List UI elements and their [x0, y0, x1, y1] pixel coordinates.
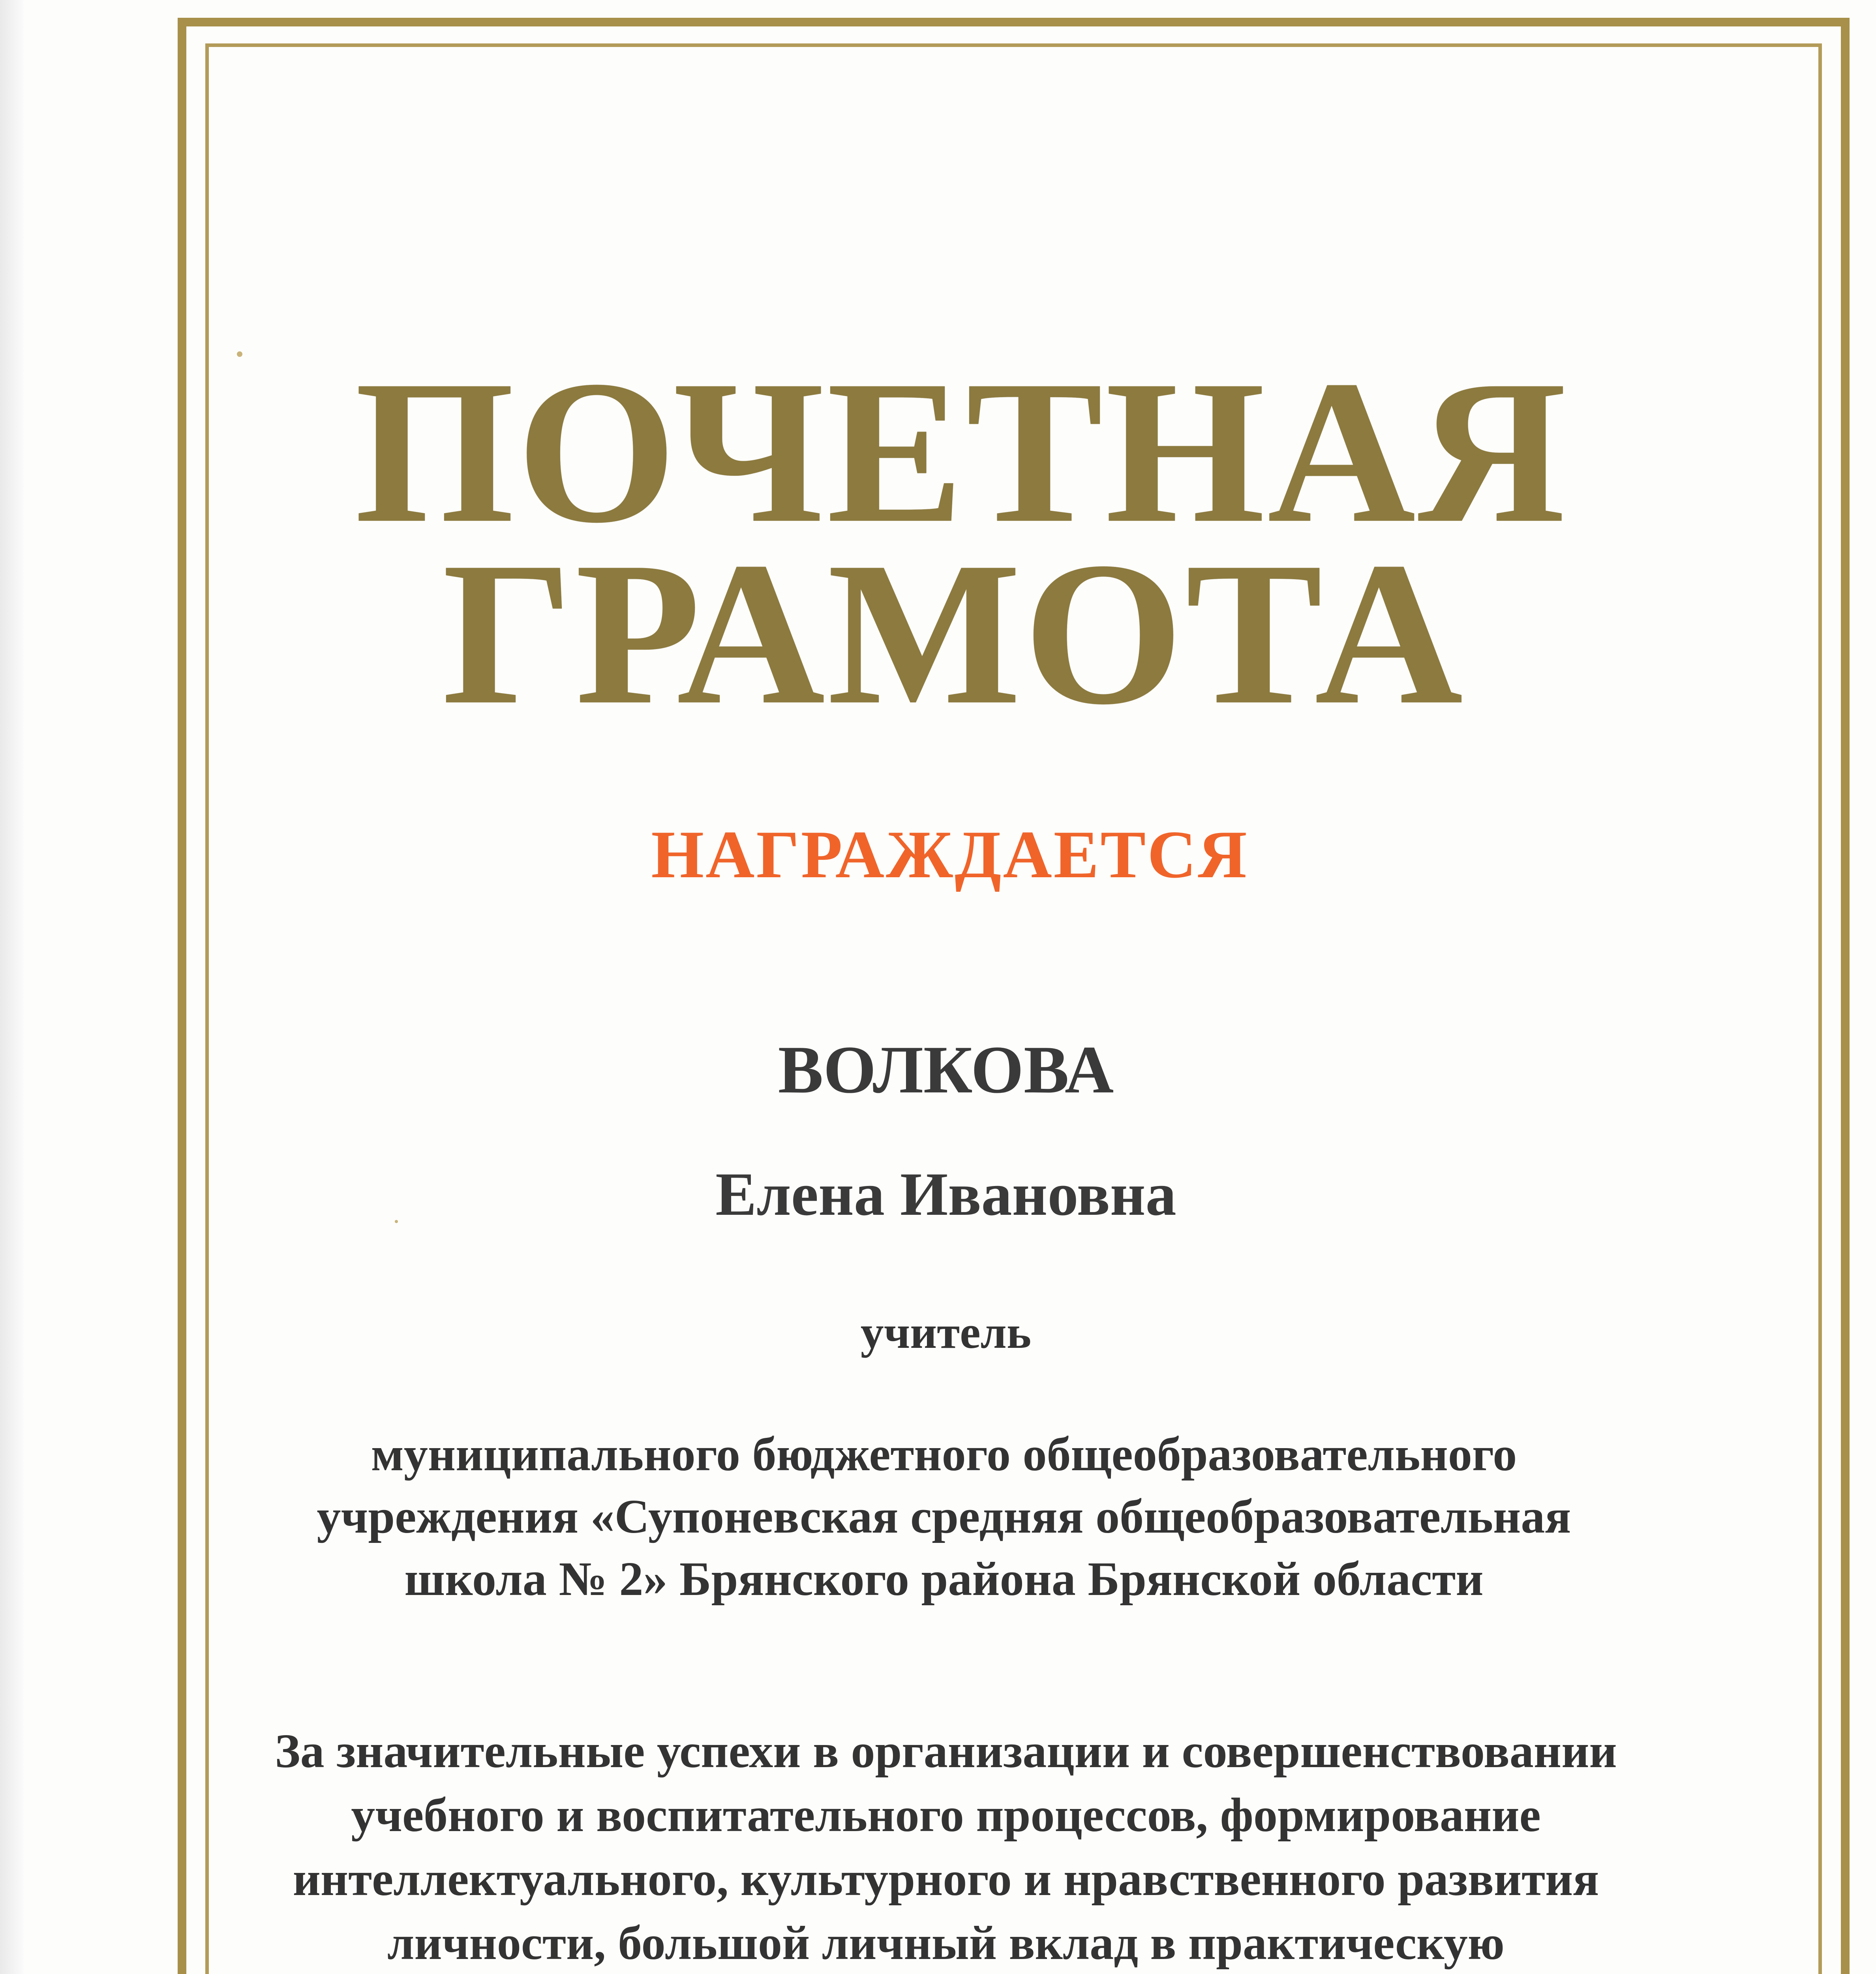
gold-frame-inner [205, 43, 1822, 1974]
scan-shadow-edge [0, 0, 24, 1974]
recipient-given-names: Елена Ивановна [715, 1160, 1176, 1228]
title-line-2: ГРАМОТА [442, 520, 1465, 747]
merit-line: личности, большой личный вклад в практическую [387, 1916, 1505, 1970]
awarded-heading: НАГРАЖДАЕТСЯ [651, 817, 1249, 892]
merit-line: учебного и воспитательного процессов, формирование [351, 1788, 1541, 1842]
merit-line: интеллектуального, культурного и нравственного развития [293, 1852, 1599, 1906]
organization-line: школа № 2» Брянского района Брянской области [404, 1552, 1484, 1606]
recipient-surname: ВОЛКОВА [778, 1032, 1114, 1107]
organization-line: муниципального бюджетного общеобразовательного [371, 1428, 1517, 1481]
organization-text [6, 1423, 1876, 1610]
merit-line: За значительные успехи в организации и совершенствовании [275, 1724, 1617, 1778]
scan-speck [237, 351, 242, 357]
merit-text [8, 1719, 1876, 1974]
title-line-1: ПОЧЕТНАЯ [355, 338, 1569, 565]
recipient-position: учитель [860, 1306, 1032, 1358]
organization-line: учреждения «Супоневская средняя общеобразовательная [317, 1490, 1571, 1543]
